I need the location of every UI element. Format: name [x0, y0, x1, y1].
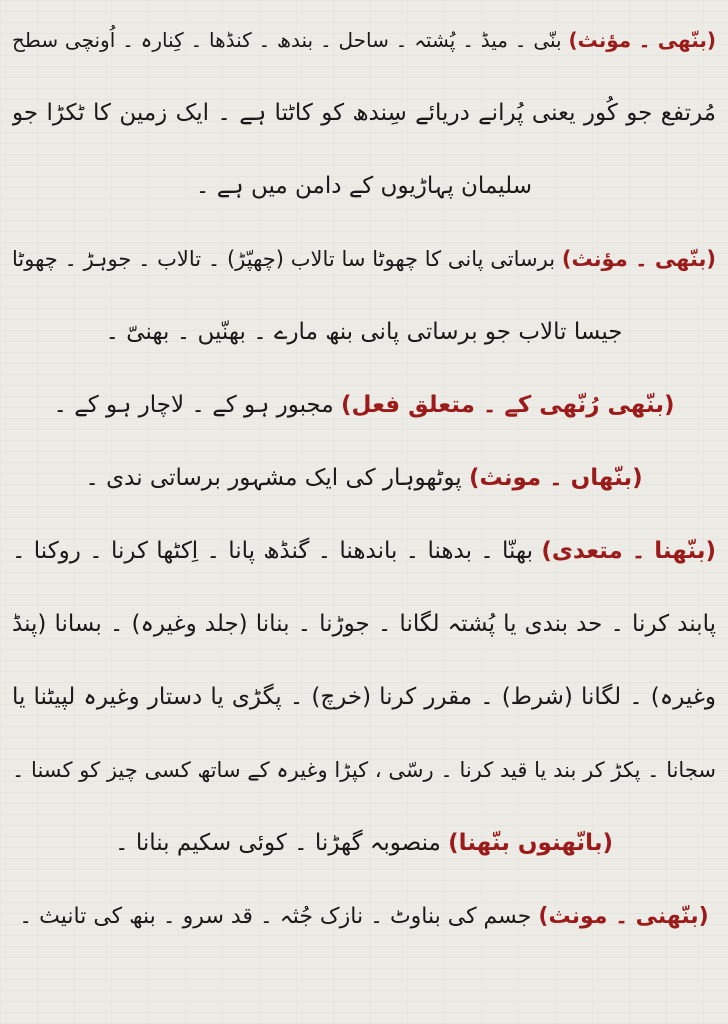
text-line: [12, 369, 716, 442]
entry-definition: سلیمان پہاڑیوں کے دامن میں ہے ۔: [195, 173, 533, 199]
entry-definition: برساتی پانی کا چھوٹا سا تالاب (چھپّڑ) ۔ تالاب ۔ جوہڑ ۔ چھوٹا: [12, 247, 556, 271]
entry-definition: بھنّا ۔ بدھنا ۔ باندھنا ۔ گنڈھ پانا ۔ اِکٹھا کرنا ۔ روکنا ۔: [12, 538, 534, 564]
entry-definition: بنّی ۔ میڈ ۔ پُشتہ ۔ ساحل ۔ بندھ ۔ کنڈھا ۔ کِنارہ ۔ اُونچی سطح: [12, 28, 562, 52]
text-line: [12, 807, 716, 880]
entry-headword: (بنّھی رُنّھی کے ۔ متعلق فعل): [341, 392, 675, 418]
entry-definition: پابند کرنا ۔ حد بندی یا پُشتہ لگانا ۔ جوڑنا ۔ بنانا (جلد وغیرہ) ۔ بسانا (پنڈ: [12, 611, 716, 637]
entry-headword: (بنّھنا ۔ متعدی): [541, 538, 716, 564]
text-line: [12, 588, 716, 661]
text-line: [12, 734, 716, 807]
entry-headword: (بنّھی ۔ مؤنث): [568, 28, 716, 52]
entry-headword: (بنّھاں ۔ مونث): [469, 465, 643, 491]
entry-definition: منصوبہ گھڑنا ۔ کوئی سکیم بنانا ۔: [115, 830, 441, 856]
entry-definition: جسم کی بناوٹ ۔ نازک جُثہ ۔ قد سرو ۔ بنھ کی تانیث ۔: [19, 904, 532, 929]
text-line: [12, 661, 716, 734]
text-line: [12, 296, 716, 369]
text-line: [12, 4, 716, 77]
text-line: [12, 223, 716, 296]
text-line: [12, 515, 716, 588]
text-line: [12, 150, 716, 223]
entry-headword: (بنّھنی ۔ مونث): [538, 904, 709, 929]
entry-definition: جیسا تالاب جو برساتی پانی بنھ مارے ۔ بھنّیں ۔ بھنیّ ۔: [105, 319, 623, 345]
entry-headword: (بانّھنوں بنّھنا): [448, 830, 613, 856]
entry-definition: مجبور ہو کے ۔ لاچار ہو کے ۔: [53, 392, 334, 418]
entry-definition: سجانا ۔ پکڑ کر بند یا قید کرنا ۔ رسّی ، کپڑا وغیرہ کے ساتھ کسی چیز کو کسنا ۔: [12, 758, 716, 782]
entry-headword: (بنّھی ۔ مؤنث): [561, 247, 716, 271]
text-line: [12, 77, 716, 150]
entry-definition: پوٹھوہار کی ایک مشہور برساتی ندی ۔: [85, 465, 462, 491]
entry-definition: وغیرہ) ۔ لگانا (شرط) ۔ مقرر کرنا (خرچ) ۔ پگڑی یا دستار وغیرہ لپیٹنا یا: [12, 684, 716, 710]
text-line: [12, 442, 716, 515]
entry-definition: مُرتفع جو کُور یعنی پُرانے دریائے سِندھ کو کاٹتا ہے ۔ ایک زمین کا ٹکڑا جو: [12, 100, 716, 126]
text-line: [12, 880, 716, 953]
